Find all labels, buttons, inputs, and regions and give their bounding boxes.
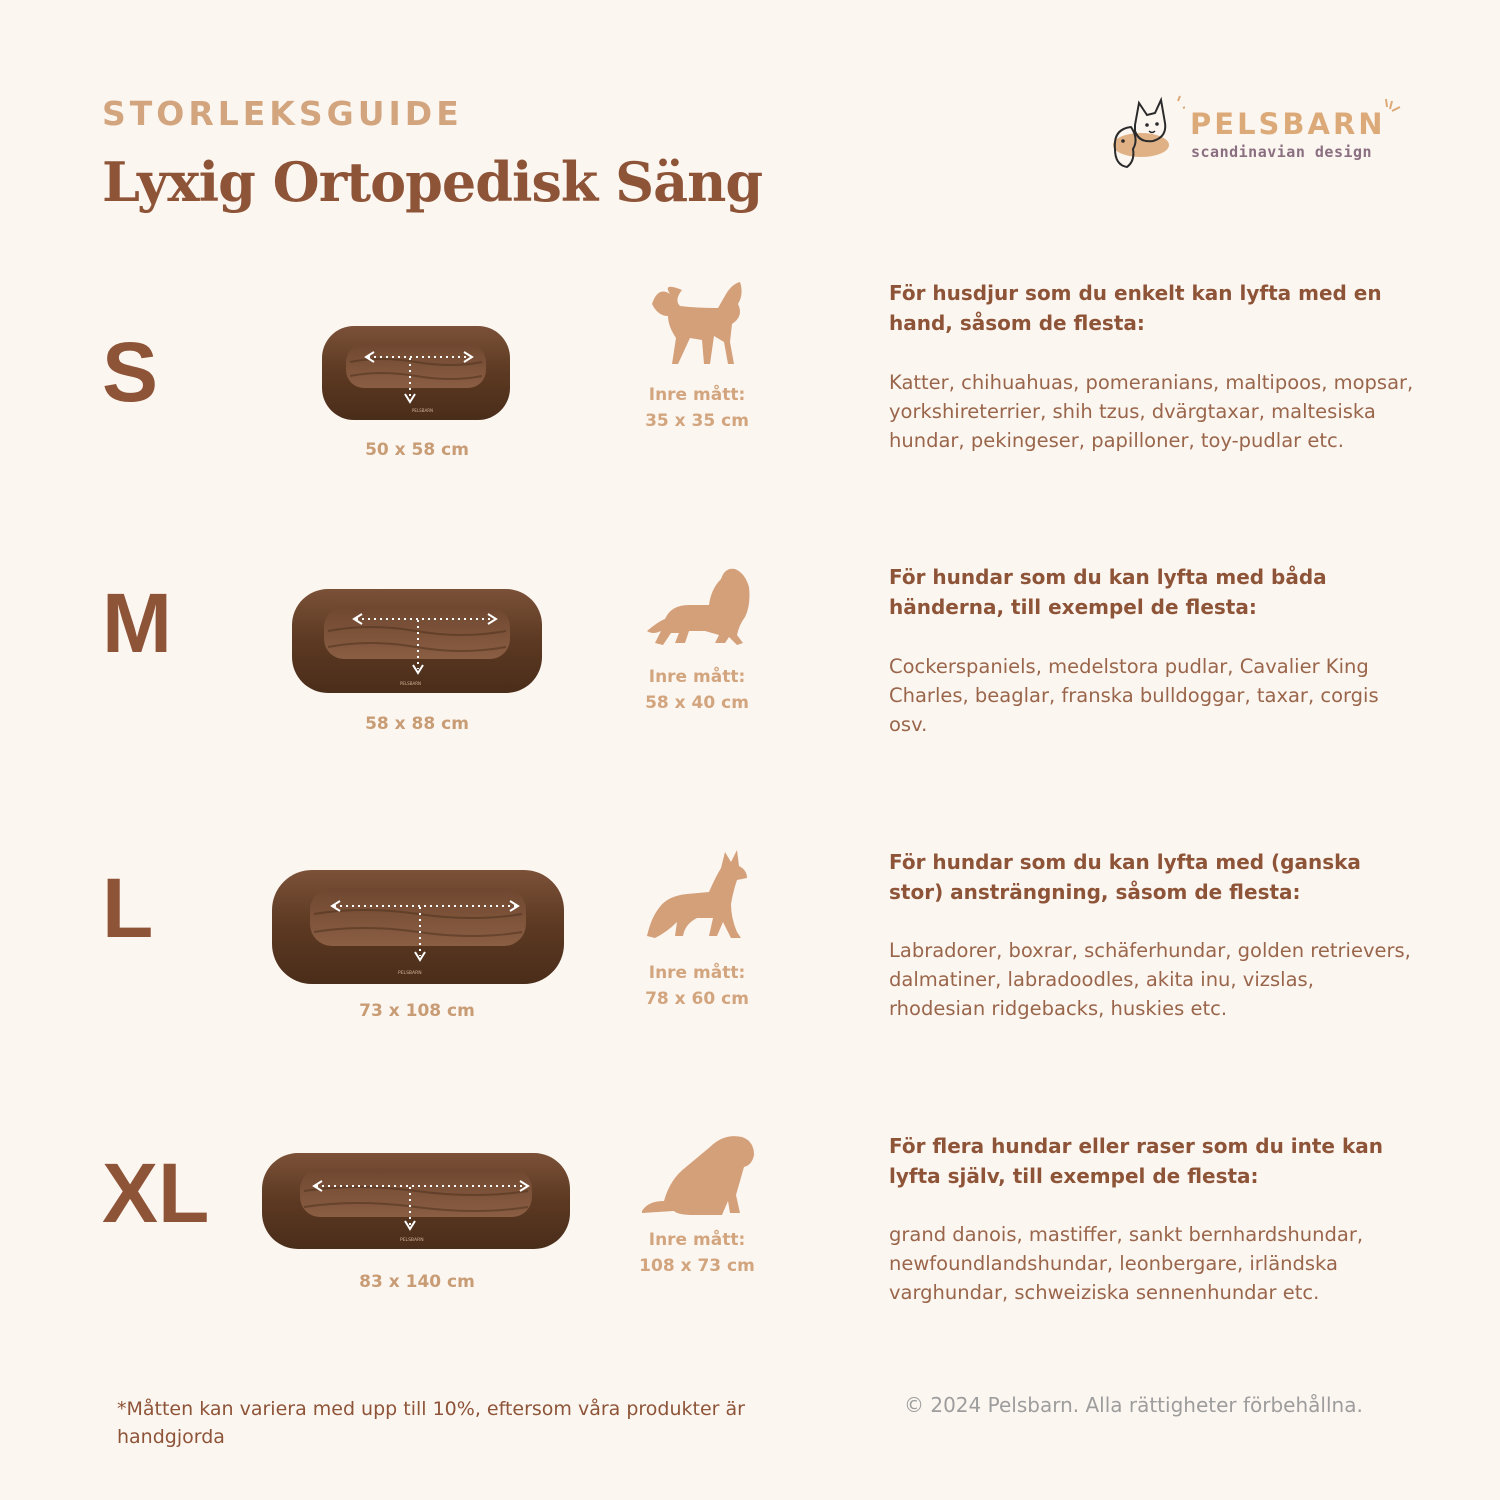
inner-label: Inre mått: (648, 963, 746, 983)
bed-image-l (270, 866, 566, 988)
inner-dimensions (597, 960, 797, 1012)
inner-dimensions (597, 664, 797, 716)
bed-image-xl (260, 1149, 572, 1253)
svg-text:PELSBARN: PELSBARN (398, 971, 422, 976)
german-shepherd-silhouette-icon (645, 848, 749, 942)
inner-label: Inre mått: (648, 667, 746, 687)
size-heading: För hundar som du kan lyfta med båda händerna, till exempel de flesta: (889, 565, 1327, 619)
svg-text:PELSBARN: PELSBARN (400, 1238, 424, 1243)
svg-text:PELSBARN: PELSBARN (400, 681, 421, 686)
size-letter: XL (102, 1146, 210, 1240)
size-letter: S (102, 325, 159, 419)
size-heading: För flera hundar eller raser som du inte kan lyfta själv, till exempel de flesta: (889, 1134, 1383, 1188)
footnote: *Måtten kan variera med upp till 10%, eftersom våra produkter är handgjorda (117, 1398, 745, 1448)
bed-image-s (320, 322, 512, 424)
size-row-s (0, 260, 1500, 520)
brand-logo (1105, 95, 1405, 180)
bed-dimensions: 50 x 58 cm (365, 440, 469, 460)
inner-value: 35 x 35 cm (645, 411, 749, 431)
bed-dimensions: 83 x 140 cm (359, 1272, 475, 1292)
chihuahua-silhouette-icon (648, 280, 748, 366)
saint-bernard-silhouette-icon (640, 1131, 756, 1217)
copyright: © 2024 Pelsbarn. Alla rättigheter förbehållna. (904, 1393, 1363, 1417)
inner-value: 58 x 40 cm (645, 693, 749, 713)
brand-tagline: scandinavian design (1191, 143, 1373, 161)
cocker-spaniel-silhouette-icon (645, 565, 751, 649)
brand-name: PELSBARN (1190, 107, 1386, 141)
size-heading: För husdjur som du enkelt kan lyfta med en hand, såsom de flesta: (889, 281, 1382, 335)
bed-dimensions: 58 x 88 cm (365, 714, 469, 734)
size-letter: L (102, 861, 154, 955)
bed-dimensions: 73 x 108 cm (359, 1001, 475, 1021)
size-row-l (0, 830, 1500, 1090)
breed-list: Labradorer, boxrar, schäferhundar, golden retrievers, dalmatiner, labradoodles, akita inu, vizslas, rhodesian ridgebacks, huskies etc. (889, 939, 1411, 1020)
size-letter: M (102, 576, 172, 670)
bed-image-m (290, 585, 544, 697)
inner-dimensions (597, 382, 797, 434)
breed-list: Katter, chihuahuas, pomeranians, maltipoos, mopsar, yorkshireterrier, shih tzus, dvärgtaxar, maltesiska hundar, pekingeser, papilloner, toy-pudlar etc. (889, 371, 1414, 452)
breed-list: Cockerspaniels, medelstora pudlar, Cavalier King Charles, beaglar, franska bulldoggar, taxar, corgis osv. (889, 655, 1379, 736)
inner-label: Inre mått: (648, 385, 746, 405)
page-title: Lyxig Ortopedisk Säng (102, 150, 763, 214)
inner-label: Inre mått: (648, 1230, 746, 1250)
inner-dimensions (597, 1227, 797, 1279)
page-eyebrow: STORLEKSGUIDE (102, 94, 463, 133)
size-heading: För hundar som du kan lyfta med (ganska stor) ansträngning, såsom de flesta: (889, 850, 1361, 904)
inner-value: 108 x 73 cm (639, 1256, 755, 1276)
svg-text:PELSBARN: PELSBARN (412, 408, 433, 413)
sparkle-icon (1382, 97, 1402, 121)
size-row-xl (0, 1115, 1500, 1375)
breed-list: grand danois, mastiffer, sankt bernhardshundar, newfoundlandshundar, leonbergare, irländska varghundar, schweiziska sennenhundar etc. (889, 1223, 1364, 1304)
inner-value: 78 x 60 cm (645, 989, 749, 1009)
cat-and-dog-logo-icon (1105, 95, 1185, 175)
size-row-m (0, 545, 1500, 805)
